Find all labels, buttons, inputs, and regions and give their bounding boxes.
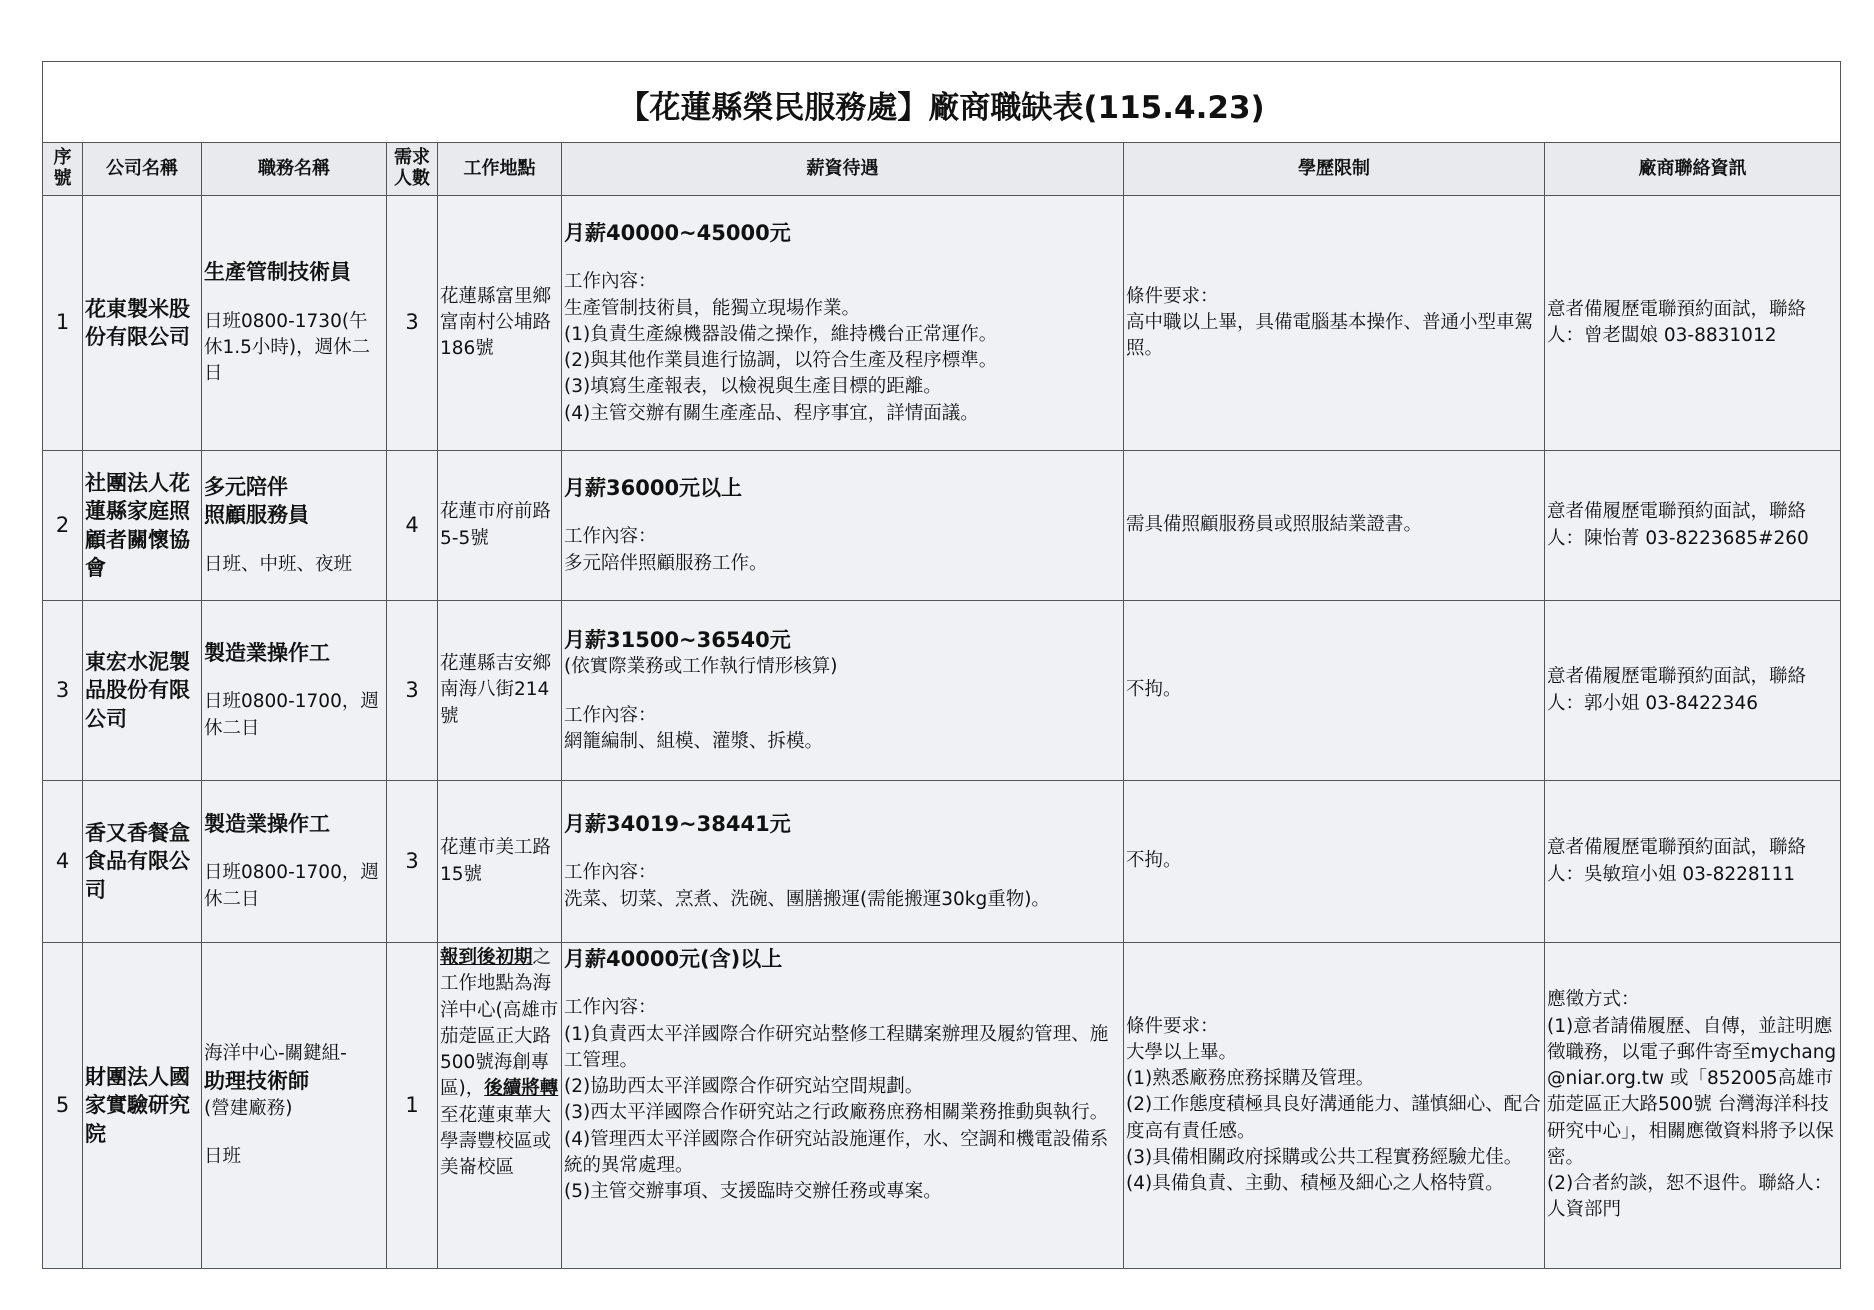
headcount: 3	[387, 601, 438, 781]
position-title: 製造業操作工	[204, 641, 330, 666]
table-row	[43, 451, 1841, 601]
duties-label: 工作內容：	[564, 271, 657, 293]
headcount: 3	[387, 196, 438, 451]
requirements-label: 條件要求：	[1126, 285, 1219, 307]
company-name: 財團法人國家實驗研究院	[83, 943, 202, 1269]
salary-amount: 月薪36000元以上	[564, 476, 743, 501]
work-location: 花蓮縣富里鄉富南村公埔路186號	[438, 196, 562, 451]
location-text: 至花蓮東華大學壽豐校區或美崙校區	[440, 1104, 552, 1179]
row-number: 4	[43, 781, 83, 943]
header-company: 公司名稱	[83, 143, 202, 196]
requirement-item: (2)工作態度積極具良好溝通能力、謹慎細心、配合度高有責任感。	[1126, 1094, 1541, 1142]
work-location: 花蓮縣吉安鄉南海八街214號	[438, 601, 562, 781]
position-title: 照顧服務員	[204, 503, 309, 528]
duty-item: (3)填寫生產報表，以檢視與生產目標的距離。	[564, 376, 942, 398]
salary-cell	[562, 451, 1124, 601]
position-cell	[202, 196, 387, 451]
header-position: 職務名稱	[202, 143, 387, 196]
duty-item: (2)協助西太平洋國際合作研究站空間規劃。	[564, 1076, 924, 1098]
duties-label: 工作內容：	[564, 704, 657, 726]
requirement-item: (3)具備相關政府採購或公共工程實務經驗尤佳。	[1126, 1146, 1523, 1168]
application-item: (2)合者約談，恕不退件。聯絡人：人資部門	[1547, 1173, 1833, 1221]
requirement-item: (1)熟悉廠務庶務採購及管理。	[1126, 1068, 1375, 1090]
work-location: 花蓮市美工路15號	[438, 781, 562, 943]
work-shift: 日班	[204, 1145, 242, 1167]
duty-item: (1)負責西太平洋國際合作研究站整修工程購案辦理及履約管理、施工管理。	[564, 1023, 1109, 1071]
job-vacancy-sheet	[42, 61, 1840, 1268]
headcount: 1	[387, 943, 438, 1269]
position-cell	[202, 601, 387, 781]
position-cell	[202, 781, 387, 943]
work-shift: 日班0800-1700，週休二日	[204, 862, 379, 910]
location-text: 之工作地點為海洋中心(高雄市茄萣區正大路500號海創專區)，	[440, 947, 559, 1100]
company-name: 花東製米股份有限公司	[83, 196, 202, 451]
page-title: 【花蓮縣榮民服務處】廠商職缺表(115.4.23)	[43, 62, 1841, 143]
salary-amount: 月薪40000~45000元	[564, 221, 791, 246]
salary-cell	[562, 943, 1124, 1269]
work-location	[438, 943, 562, 1269]
location-emphasis: 後續將轉	[484, 1078, 559, 1100]
row-number: 1	[43, 196, 83, 451]
duty-item: 洗菜、切菜、烹煮、洗碗、團膳搬運(需能搬運30kg重物)。	[564, 888, 1050, 910]
salary-cell	[562, 781, 1124, 943]
salary-cell	[562, 601, 1124, 781]
duty-item: 生產管制技術員，能獨立現場作業。	[564, 297, 861, 319]
contact-info: 意者備履歷電聯預約面試，聯絡人：郭小姐 03-8422346	[1545, 601, 1841, 781]
header-salary: 薪資待遇	[562, 143, 1124, 196]
requirement-item: 大學以上畢。	[1126, 1041, 1238, 1063]
education-cell	[1124, 196, 1545, 451]
header-location: 工作地點	[438, 143, 562, 196]
duty-item: (2)與其他作業員進行協調，以符合生產及程序標準。	[564, 350, 998, 372]
position-title: 生產管制技術員	[204, 260, 351, 285]
requirements-label: 條件要求：	[1126, 1015, 1219, 1037]
position-department: 海洋中心-關鍵組-	[204, 1042, 347, 1064]
location-emphasis: 報到後初期	[440, 947, 533, 968]
company-name: 社團法人花蓮縣家庭照顧者關懷協會	[83, 451, 202, 601]
headcount: 3	[387, 781, 438, 943]
salary-note: (依實際業務或工作執行情形核算)	[564, 656, 838, 678]
company-name: 東宏水泥製品股份有限公司	[83, 601, 202, 781]
duties-label: 工作內容：	[564, 526, 657, 548]
requirements-text: 不拘。	[1124, 601, 1545, 781]
job-vacancy-table	[42, 61, 1841, 1269]
duty-item: (5)主管交辦事項、支援臨時交辦任務或專案。	[564, 1181, 942, 1203]
duty-item: (1)負責生產線機器設備之操作，維持機台正常運作。	[564, 323, 998, 345]
duty-item: 多元陪伴照顧服務工作。	[564, 552, 768, 574]
position-cell	[202, 943, 387, 1269]
work-shift: 日班0800-1730(午休1.5小時)，週休二日	[204, 310, 371, 385]
row-number: 5	[43, 943, 83, 1269]
header-contact: 廠商聯絡資訊	[1545, 143, 1841, 196]
table-header-row	[43, 143, 1841, 196]
company-name: 香又香餐盒食品有限公司	[83, 781, 202, 943]
position-title: 助理技術師	[204, 1069, 309, 1094]
duties-label: 工作內容：	[564, 862, 657, 884]
application-label: 應徵方式：	[1547, 989, 1640, 1011]
requirements-text: 需具備照顧服務員或照服結業證書。	[1124, 451, 1545, 601]
position-title: 製造業操作工	[204, 812, 330, 837]
requirement-item: (4)具備負責、主動、積極及細心之人格特質。	[1126, 1173, 1504, 1195]
duty-item: (4)主管交辦有關生產產品、程序事宜，詳情面議。	[564, 402, 979, 424]
duties-label: 工作內容：	[564, 997, 657, 1019]
requirements-text: 高中職以上畢，具備電腦基本操作、普通小型車駕照。	[1126, 311, 1534, 360]
contact-info: 意者備履歷電聯預約面試，聯絡人：吳敏瑄小姐 03-8228111	[1545, 781, 1841, 943]
row-number: 2	[43, 451, 83, 601]
contact-info: 意者備履歷電聯預約面試，聯絡人：曾老闆娘 03-8831012	[1545, 196, 1841, 451]
salary-cell	[562, 196, 1124, 451]
duty-item: (3)西太平洋國際合作研究站之行政廠務庶務相關業務推動與執行。	[564, 1102, 1109, 1124]
header-education: 學歷限制	[1124, 143, 1545, 196]
work-shift: 日班0800-1700，週休二日	[204, 691, 379, 739]
row-number: 3	[43, 601, 83, 781]
application-item: (1)意者請備履歷、自傳，並註明應徵職務，以電子郵件寄至mychang@niar.org.tw 或「852005高雄市茄萣區正大路500號 台灣海洋科技研究中心」，相關應徵資料將予以保密。	[1547, 1015, 1837, 1168]
salary-amount: 月薪31500~36540元	[564, 627, 791, 652]
work-shift: 日班、中班、夜班	[204, 553, 353, 575]
table-row	[43, 601, 1841, 781]
header-no: 序號	[43, 143, 83, 196]
contact-info: 意者備履歷電聯預約面試，聯絡人：陳怡菁 03-8223685#260	[1545, 451, 1841, 601]
table-row	[43, 196, 1841, 451]
contact-cell	[1545, 943, 1841, 1269]
header-count: 需求人數	[387, 143, 438, 196]
duty-item: (4)管理西太平洋國際合作研究站設施運作，水、空調和機電設備系統的異常處理。	[564, 1128, 1109, 1176]
position-suffix: (營建廠務)	[204, 1097, 293, 1119]
position-title: 多元陪伴	[204, 475, 288, 500]
salary-amount: 月薪34019~38441元	[564, 812, 791, 837]
work-location: 花蓮市府前路5-5號	[438, 451, 562, 601]
requirements-text: 不拘。	[1124, 781, 1545, 943]
table-row	[43, 781, 1841, 943]
duty-item: 網籠編制、組模、灌漿、拆模。	[564, 730, 824, 752]
table-row	[43, 943, 1841, 1269]
salary-amount: 月薪40000元(含)以上	[564, 947, 783, 971]
position-cell	[202, 451, 387, 601]
headcount: 4	[387, 451, 438, 601]
education-cell	[1124, 943, 1545, 1269]
